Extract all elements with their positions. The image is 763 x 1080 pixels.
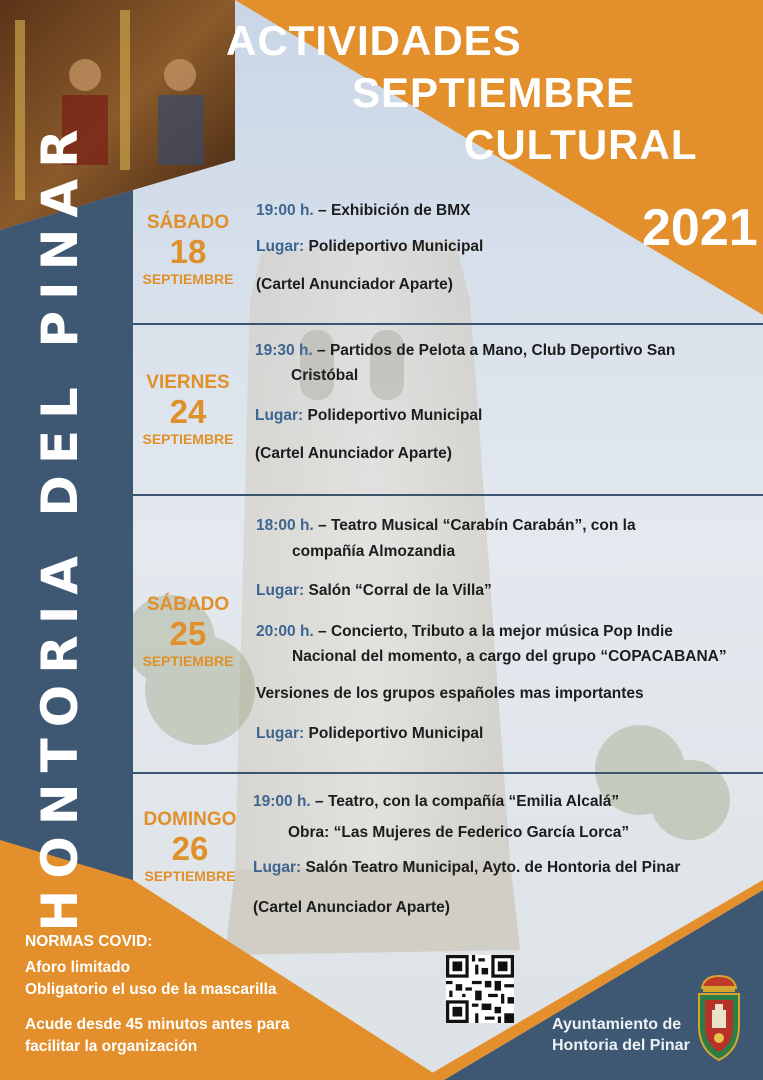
line-text: (Cartel Anunciador Aparte) bbox=[253, 899, 450, 916]
event-date bbox=[136, 213, 240, 286]
line-key: Lugar: bbox=[256, 725, 305, 742]
event-line bbox=[291, 367, 358, 385]
covid-heading: NORMAS COVID: bbox=[25, 933, 153, 950]
title-line-3: CULTURAL bbox=[464, 121, 698, 168]
event-line bbox=[288, 824, 629, 842]
event-line bbox=[256, 685, 644, 703]
line-text: (Cartel Anunciador Aparte) bbox=[255, 445, 452, 462]
event-line bbox=[253, 899, 450, 917]
line-text: Polideportivo Municipal bbox=[303, 407, 483, 424]
title-line-1: ACTIVIDADES bbox=[226, 17, 522, 64]
event-line bbox=[255, 445, 452, 463]
weekday: SÁBADO bbox=[146, 594, 230, 615]
line-text: Polideportivo Municipal bbox=[304, 725, 484, 742]
side-title: HONTORIA DEL PINAR bbox=[31, 118, 89, 932]
coat-of-arms-icon bbox=[694, 974, 744, 1064]
line-key: Lugar: bbox=[256, 582, 305, 599]
year: 2021 bbox=[642, 199, 758, 257]
line-text: compañía Almozandia bbox=[292, 543, 456, 560]
day-number: 25 bbox=[169, 615, 207, 652]
line-text: – Concierto, Tributo a la mejor música Pop Indie bbox=[313, 623, 673, 640]
covid-rule: facilitar la organización bbox=[25, 1038, 198, 1055]
line-key: Lugar: bbox=[255, 407, 304, 424]
line-text: Nacional del momento, a cargo del grupo “COPACABANA” bbox=[292, 648, 727, 665]
event-date bbox=[136, 373, 240, 446]
qr-code-icon bbox=[446, 955, 514, 1023]
event-line bbox=[256, 582, 492, 600]
separator bbox=[133, 494, 763, 496]
month: SEPTIEMBRE bbox=[142, 271, 234, 287]
ayto-line-2: Hontoria del Pinar bbox=[552, 1036, 690, 1054]
ayto-line-1: Ayuntamiento de bbox=[552, 1016, 682, 1033]
event-line bbox=[256, 276, 453, 294]
covid-rule: Aforo limitado bbox=[25, 959, 131, 976]
line-text: Salón “Corral de la Villa” bbox=[304, 582, 492, 599]
line-key: 18:00 h. bbox=[256, 517, 314, 534]
event-line bbox=[256, 623, 673, 641]
day-number: 24 bbox=[169, 393, 207, 430]
event-line bbox=[256, 517, 636, 535]
line-text: Polideportivo Municipal bbox=[304, 238, 484, 255]
line-key: 19:00 h. bbox=[256, 202, 314, 219]
line-key: 19:00 h. bbox=[253, 793, 311, 810]
weekday: SÁBADO bbox=[146, 212, 230, 233]
day-number: 18 bbox=[169, 233, 207, 270]
line-text: – Teatro Musical “Carabín Carabán”, con la bbox=[313, 517, 636, 534]
event-line bbox=[255, 407, 482, 425]
covid-rule: Acude desde 45 minutos antes para bbox=[25, 1016, 290, 1033]
event-date bbox=[136, 810, 244, 883]
event-line bbox=[253, 793, 619, 811]
event-line bbox=[292, 543, 455, 561]
line-text: Versiones de los grupos españoles mas importantes bbox=[256, 685, 644, 702]
event-line bbox=[256, 725, 483, 743]
line-key: 20:00 h. bbox=[256, 623, 314, 640]
event-line bbox=[255, 342, 675, 360]
covid-rule: Obligatorio el uso de la mascarilla bbox=[25, 981, 277, 998]
line-text: – Exhibición de BMX bbox=[313, 202, 471, 219]
line-text: Obra: “Las Mujeres de Federico García Lorca” bbox=[288, 824, 630, 841]
line-key: Lugar: bbox=[256, 238, 305, 255]
line-text: – Teatro, con la compañía “Emilia Alcalá” bbox=[310, 793, 620, 810]
event-line bbox=[256, 202, 470, 220]
separator bbox=[133, 772, 763, 774]
day-number: 26 bbox=[171, 830, 209, 867]
month: SEPTIEMBRE bbox=[142, 653, 234, 669]
event-date bbox=[136, 595, 240, 668]
event-line bbox=[292, 648, 727, 666]
line-key: 19:30 h. bbox=[255, 342, 313, 359]
line-text: – Partidos de Pelota a Mano, Club Deportivo San bbox=[312, 342, 676, 359]
line-key: Lugar: bbox=[253, 859, 302, 876]
weekday: DOMINGO bbox=[143, 809, 237, 830]
line-text: (Cartel Anunciador Aparte) bbox=[256, 276, 453, 293]
month: SEPTIEMBRE bbox=[144, 868, 236, 884]
event-line bbox=[253, 859, 680, 877]
title-line-2: SEPTIEMBRE bbox=[352, 69, 636, 116]
month: SEPTIEMBRE bbox=[142, 431, 234, 447]
line-text: Cristóbal bbox=[291, 367, 359, 384]
event-line bbox=[256, 238, 483, 256]
weekday: VIERNES bbox=[146, 372, 230, 393]
line-text: Salón Teatro Municipal, Ayto. de Hontoria del Pinar bbox=[301, 859, 681, 876]
ayuntamiento-label bbox=[552, 1015, 690, 1057]
separator bbox=[133, 323, 763, 325]
